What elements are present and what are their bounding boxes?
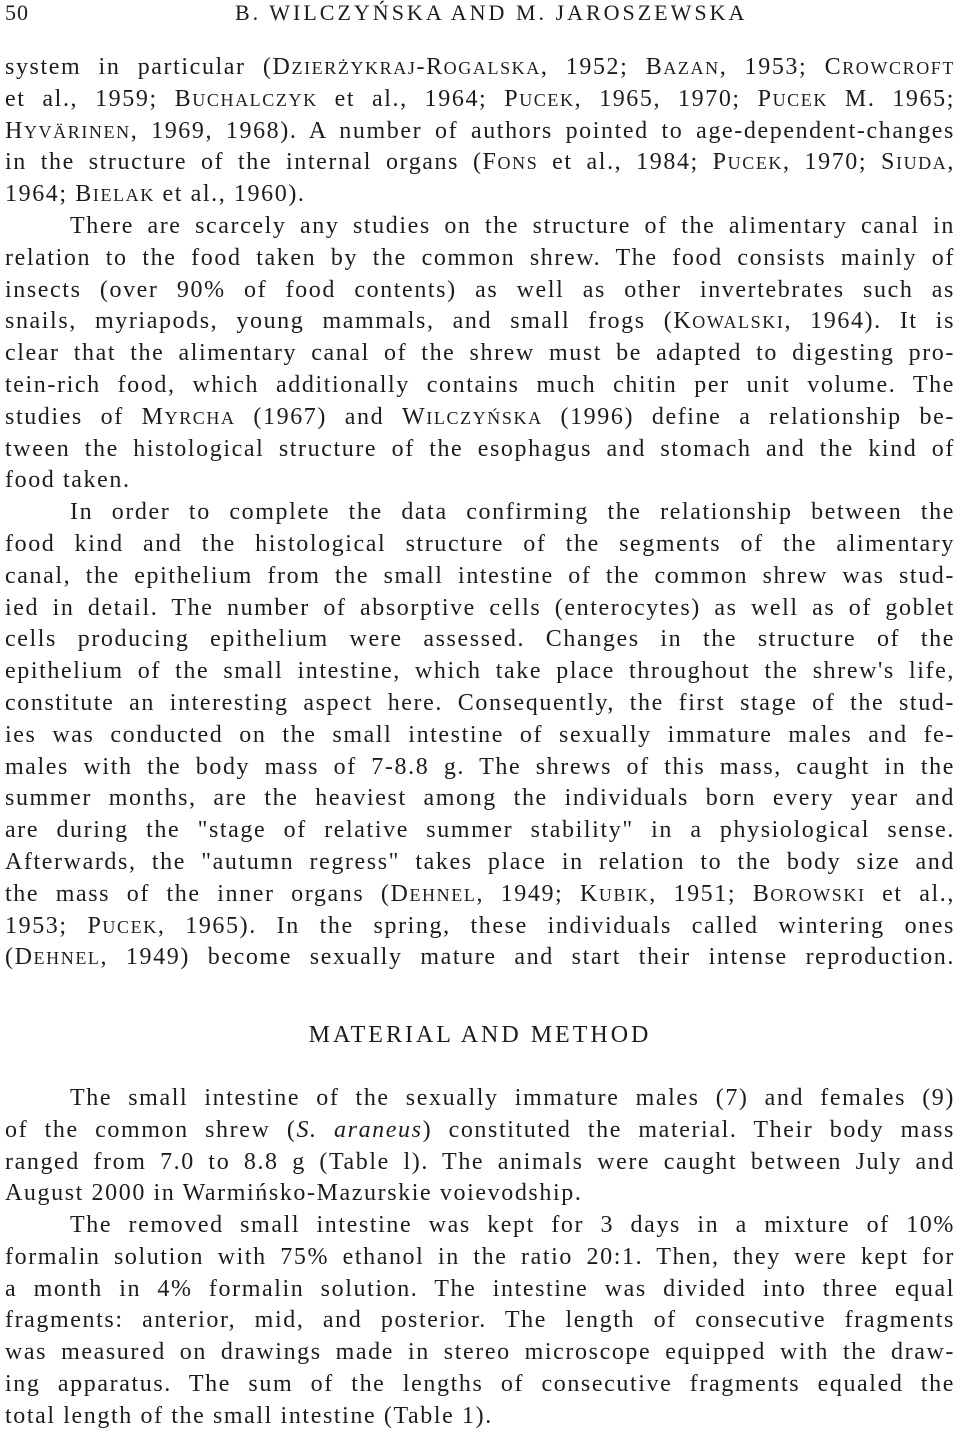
paragraph (5, 1210, 955, 1433)
text-run: 1964; (5, 181, 76, 208)
text-run: (1967) and (235, 403, 403, 430)
text-line: cells producing epithelium were assessed. Changes in the structure of the (5, 626, 955, 653)
text-run: et al., 1964; (317, 85, 505, 112)
text-run: system in particular ( (5, 54, 273, 80)
text-run: ) constituted the material. Their body mass (422, 1116, 955, 1143)
author-citation: CROWCROFT (824, 54, 955, 80)
text-run: , 1965, 1970; (574, 85, 758, 112)
text-run: et al., (865, 880, 956, 907)
text-run: , 1970; (783, 149, 882, 176)
text-line: fragments: anterior, mid, and posterior. The length of consecutive fragments (5, 1307, 955, 1334)
text-line (5, 402, 955, 434)
text-run: et al., 1984; (538, 149, 713, 176)
page-number: 50 (5, 0, 29, 25)
text-run: 1953; (5, 912, 88, 939)
text-line (5, 147, 955, 179)
text-run: snails, myriapods, young mammals, and small frogs ( (5, 308, 674, 335)
author-citation: PUCEK (87, 912, 158, 939)
author-citation: WILCZYŃSKA (402, 403, 543, 430)
text-line: tein-rich food, which additionally contains much chitin per unit volume. The (5, 371, 955, 398)
author-citation: MYRCHA (141, 403, 236, 430)
text-run: (1996) define a relationship be- (542, 403, 955, 430)
text-run: in the structure of the internal organs ( (5, 149, 483, 176)
text-line: formalin solution with 75% ethanol in the ratio 20:1. Then, they were kept for (5, 1243, 955, 1270)
author-citation: PUCEK (757, 85, 828, 112)
text-run: M. 1965; (827, 85, 955, 112)
author-citation: BOROWSKI (752, 880, 866, 907)
text-run: et al., 1960). (154, 181, 306, 208)
text-run: , 1953; (719, 54, 825, 80)
author-citation: DEHNEL (14, 944, 101, 971)
text-line: a month in 4% formalin solution. The intestine was divided into three equal (5, 1275, 955, 1302)
text-line: total length of the small intestine (Table 1). (5, 1402, 493, 1429)
text-line: clear that the alimentary canal of the shrew must be adapted to digesting pro- (5, 340, 955, 367)
paragraph (5, 1083, 955, 1210)
text-line (5, 116, 955, 148)
text-run: , 1969, 1968). A number of authors pointed to age-dependent-changes (130, 117, 955, 144)
text-line (5, 84, 955, 116)
text-line: are during the "stage of relative summer stability" in a physiological sense. (5, 817, 955, 844)
author-citation: KUBIK (579, 880, 650, 907)
text-line: epithelium of the small intestine, which take place throughout the shrew's life, (5, 658, 955, 685)
text-line: ied in detail. The number of absorptive cells (enterocytes) as well as of goblet (5, 594, 955, 621)
text-run: of the common shrew ( (5, 1116, 297, 1143)
text-line (5, 911, 955, 943)
author-citation: HYVÄRINEN (5, 117, 131, 144)
author-citation: FONS (482, 149, 539, 176)
paragraph (5, 211, 955, 497)
author-citation: BIELAK (75, 181, 155, 208)
text-line: ies was conducted on the small intestine of sexually immature males and fe- (5, 721, 955, 748)
author-citation: BUCHALCZYK (174, 85, 318, 112)
introduction-text (5, 52, 955, 974)
text-run: , 1965). In the spring, these individuals called wintering ones (157, 912, 955, 939)
species-name: S. araneus (296, 1116, 423, 1143)
text-line (5, 1115, 955, 1147)
text-run: studies of (5, 403, 142, 430)
text-line (5, 179, 955, 211)
text-line: food taken. (5, 467, 131, 494)
text-line (5, 879, 955, 911)
section-heading: MATERIAL AND METHOD (308, 1022, 652, 1049)
text-run: , 1951; (649, 880, 753, 907)
text-run: , 1952; (540, 54, 646, 80)
text-run: , 1949) become sexually mature and start their intense reproduction. (100, 944, 955, 971)
text-line: ranged from 7.0 to 8.8 g (Table l). The animals were caught between July and (5, 1148, 955, 1175)
text-line: insects (over 90% of food contents) as well as other invertebrates such as (5, 276, 955, 303)
text-run: et al., 1959; (5, 85, 175, 112)
text-line: In order to complete the data confirming the relationship between the (70, 499, 955, 526)
text-line: tween the histological structure of the esophagus and stomach and the kind of (5, 435, 955, 462)
author-citation: DZIERŻYKRAJ (272, 54, 417, 80)
text-line: Afterwards, the "autumn regress" takes place in relation to the body size and (5, 848, 955, 875)
paragraph (5, 52, 955, 211)
text-line: males with the body mass of 7-8.8 g. The shrews of this mass, caught in the (5, 753, 955, 780)
text-line (5, 52, 955, 84)
author-citation: SIUDA (881, 149, 948, 176)
text-line: The small intestine of the sexually immature males (7) and females (9) (70, 1084, 955, 1111)
text-run: ( (5, 944, 15, 971)
author-citation: DEHNEL (390, 880, 477, 907)
author-citation: PUCEK (712, 149, 784, 176)
author-citation: ROGALSKA (426, 54, 541, 80)
text-line: food kind and the histological structure of the segments of the alimentary (5, 530, 955, 557)
material-and-method-text (5, 1083, 955, 1433)
text-run: - (416, 54, 427, 80)
text-run: the mass of the inner organs ( (5, 880, 391, 907)
text-line: was measured on drawings made in stereo microscope equipped with the draw- (5, 1339, 955, 1366)
text-line: There are scarcely any studies on the structure of the alimentary canal in (70, 212, 955, 239)
running-head: B. WILCZYŃSKA AND M. JAROSZEWSKA (235, 0, 748, 25)
text-run: , 1964). It is (784, 308, 956, 335)
author-citation: PUCEK (504, 85, 575, 112)
text-line: constitute an interesting aspect here. Consequently, the first stage of the stud- (5, 689, 955, 716)
article-body (5, 52, 955, 1433)
paragraph (5, 497, 955, 974)
text-line (5, 942, 955, 974)
text-line: summer months, are the heaviest among the individuals born every year and (5, 785, 955, 812)
text-run: , (947, 149, 955, 176)
author-citation: KOWALSKI (673, 308, 785, 335)
text-line (5, 306, 955, 338)
text-line: ing apparatus. The sum of the lengths of consecutive fragments equaled the (5, 1371, 955, 1398)
author-citation: BAZAN (645, 54, 720, 80)
text-run: , 1949; (476, 880, 580, 907)
text-line: relation to the food taken by the common shrew. The food consists mainly of (5, 244, 955, 271)
text-line: The removed small intestine was kept for 3 days in a mixture of 10% (70, 1212, 955, 1239)
text-line: canal, the epithelium from the small intestine of the common shrew was stud- (5, 562, 955, 589)
text-line: August 2000 in Warmińsko-Mazurskie voievodship. (5, 1180, 583, 1207)
